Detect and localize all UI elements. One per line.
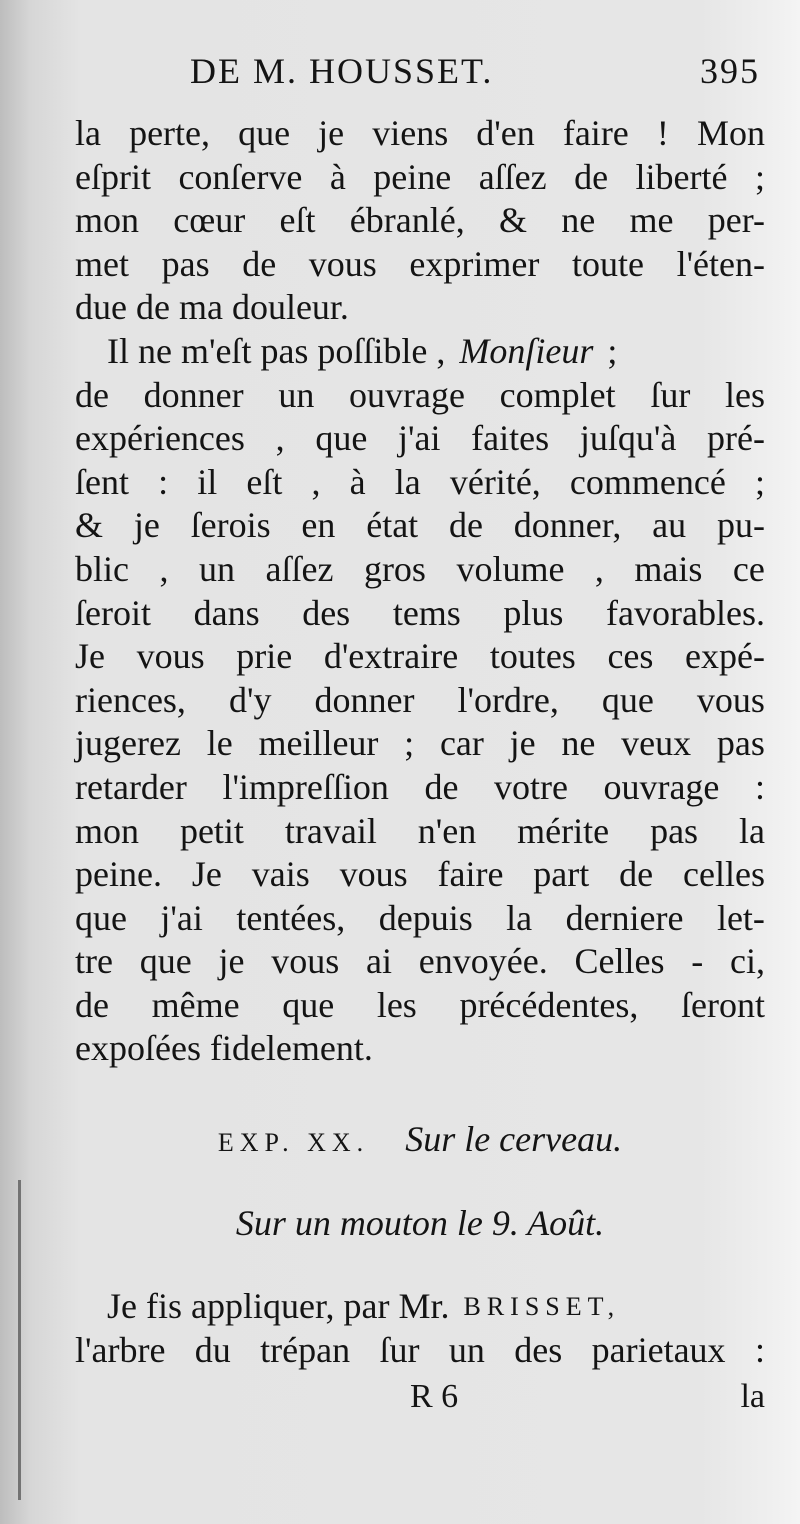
word: mon [75,200,140,241]
word: Celles [574,941,665,982]
word: faire [437,854,504,895]
word: ouvrage [603,766,720,807]
word: complet [499,374,616,415]
word: blic [75,548,129,589]
text-line [75,1329,765,1373]
word: pré- [707,418,765,459]
word: : [754,1329,765,1370]
word: que [315,418,368,459]
word: des [514,1329,563,1370]
subheading-text: Sur un mouton le 9. Août. [235,1203,605,1243]
word: met [75,243,129,284]
word: eſprit [75,156,151,197]
word: meilleur [258,723,379,764]
word: Mon [696,113,765,153]
word: l'ordre, [457,679,559,720]
word: tentées, [236,897,346,938]
word: des [302,592,351,633]
word: prie [236,636,293,677]
word: j'ai [160,897,203,938]
word: ne [561,723,596,764]
word: aſſez [478,156,547,197]
word: du [194,1329,231,1370]
word: Je [191,854,222,895]
word: expériences [75,418,245,459]
word: l'éten- [676,243,765,284]
word: derniere [565,897,684,938]
word: commencé [569,461,726,502]
word: ; [754,461,765,502]
word: tre [75,941,113,982]
word: eſt [246,461,283,502]
word: la [506,897,533,938]
word: let- [716,897,765,938]
word: ſeroit [75,592,151,633]
text-line [75,810,765,854]
word: per- [707,200,765,241]
text-line [75,940,765,984]
word: exprimer [409,243,540,284]
word: volume [456,548,565,589]
word: état [366,505,419,546]
word: les [376,984,417,1025]
word: de [75,374,109,415]
word: trépan [260,1329,351,1370]
word: liberté [635,156,728,197]
word: viens [372,113,449,153]
word: l'arbre [75,1329,166,1370]
word: - [691,941,704,982]
word: ! [656,113,669,153]
text-line [75,722,765,766]
word: faites [471,418,550,459]
text-fragment: Il ne m'eſt pas poſſible , [107,330,446,371]
running-title: DE M. HOUSSET. [190,51,494,91]
word: pas [716,723,765,764]
text-line [75,984,765,1028]
signature-mark: R 6 [410,1378,459,1415]
word: le [206,723,233,764]
word: me [629,200,674,241]
word: Je [75,636,105,677]
subheading [75,1202,765,1244]
word: perte, [129,113,211,153]
word: dans [193,592,260,633]
word: la [75,113,101,153]
word: que [282,984,335,1025]
word: ſerois [190,505,271,546]
catchword: la [740,1378,765,1415]
word: n'en [417,810,477,851]
word: au [652,505,687,546]
word: faire [562,113,629,153]
text-line [75,853,765,897]
word: cœur [173,200,246,241]
word: même [151,984,240,1025]
word: d'extraire [323,636,459,677]
word: , [159,548,169,589]
paragraph-3 [75,1285,765,1372]
word: donner, [513,505,622,546]
word: mon [75,810,140,851]
word: envoyée. [418,941,548,982]
word: peine [373,156,452,197]
text-line [75,635,765,679]
word: que [139,941,192,982]
word: car [439,723,484,764]
word: travail [284,810,377,851]
running-header [190,50,760,100]
word: toutes [489,636,576,677]
word: que [238,113,291,153]
word: la [739,810,765,851]
word: ce [732,548,765,589]
word: il [197,461,218,502]
word: vous [339,854,408,895]
paragraph-2-first-line [75,330,765,374]
word: mérite [517,810,610,851]
page-footer [75,1378,765,1422]
word: conſerve [178,156,303,197]
word: de [619,854,654,895]
word: ſent [75,461,129,502]
word: celles [683,854,765,895]
word: , [275,418,285,459]
word: à [329,156,346,197]
word: vous [696,679,765,720]
word: je [133,505,160,546]
word: plus [503,592,564,633]
word: vais [251,854,310,895]
word: jugerez [75,723,181,764]
word: en [301,505,336,546]
text-line [75,417,765,461]
word: je [218,941,245,982]
word: , [594,548,604,589]
word: & [75,505,104,546]
word: tems [392,592,461,633]
word: & [498,200,527,241]
word: ſur [650,374,691,415]
word: de [449,505,483,546]
experiment-subject: Sur le cerveau. [405,1119,623,1159]
word: d'y [228,679,272,720]
word: j'ai [398,418,441,459]
text-line [75,156,765,200]
gutter-shadow [18,1180,21,1500]
word: un [198,548,235,589]
word: eſt [279,200,316,241]
text-line [75,592,765,636]
word: l'impreſſion [222,766,389,807]
word: de [424,766,459,807]
word: je [318,113,345,153]
word: pu- [716,505,765,546]
word: vous [136,636,205,677]
word: que [75,897,127,938]
text-line [75,766,765,810]
word: riences, [75,679,186,720]
word: juſqu'à [579,418,677,459]
text-line [75,243,765,287]
word: part [533,854,590,895]
word: ouvrage [349,374,465,415]
word: favorables. [606,592,765,633]
text-line [75,504,765,548]
text-line [75,461,765,505]
word: pas [650,810,699,851]
word: ai [366,941,392,982]
word: ſur [379,1329,420,1370]
word: toute [571,243,644,284]
word: ; [404,723,415,764]
experiment-label: EXP. XX. [217,1128,370,1157]
experiment-heading [75,1118,765,1160]
word: peine. [75,854,162,895]
word: donner [314,679,415,720]
word: à [349,461,366,502]
text-fragment: Je fis appliquer, par Mr. [107,1286,450,1326]
word: donner [143,374,244,415]
word: retarder [75,766,187,807]
page-number: 395 [700,51,760,91]
word: : [158,461,169,502]
paragraph-3-first-line [75,1285,765,1329]
word: votre [493,766,568,807]
paragraph-1 [75,112,765,1071]
word: les [725,374,765,415]
word: aſſez [265,548,334,589]
word: ; [754,156,765,197]
text-line: expoſées fidelement. [75,1028,373,1069]
italic-address: Monſieur [459,330,594,371]
text-line [75,897,765,941]
word: : [754,766,765,807]
word: ces [607,636,654,677]
word: de [242,243,277,284]
word: vérité, [449,461,541,502]
word: vous [308,243,377,284]
word: ſeront [680,984,765,1025]
text-fragment: ; [607,330,618,371]
word: mais [634,548,703,589]
word: , [311,461,321,502]
word: pas [161,243,210,284]
text-line [75,112,765,156]
word: vous [271,941,340,982]
word: ne [561,200,596,241]
word: que [601,679,654,720]
word: ci, [729,941,765,982]
word: parietaux [591,1329,726,1370]
text-line [75,199,765,243]
word: la [394,461,421,502]
text-line: due de ma douleur. [75,287,349,328]
word: petit [179,810,244,851]
word: de [75,984,109,1025]
word: un [448,1329,485,1370]
word: ébranlé, [349,200,465,241]
text-line [75,679,765,723]
text-line [75,374,765,418]
word: expé- [685,636,765,677]
word: de [574,156,609,197]
word: d'en [476,113,535,153]
word: je [509,723,536,764]
word: gros [363,548,426,589]
word: veux [621,723,692,764]
word: un [278,374,315,415]
text-line [75,548,765,592]
person-name: BRISSET, [463,1292,621,1321]
word: précédentes, [459,984,639,1025]
word: depuis [378,897,473,938]
